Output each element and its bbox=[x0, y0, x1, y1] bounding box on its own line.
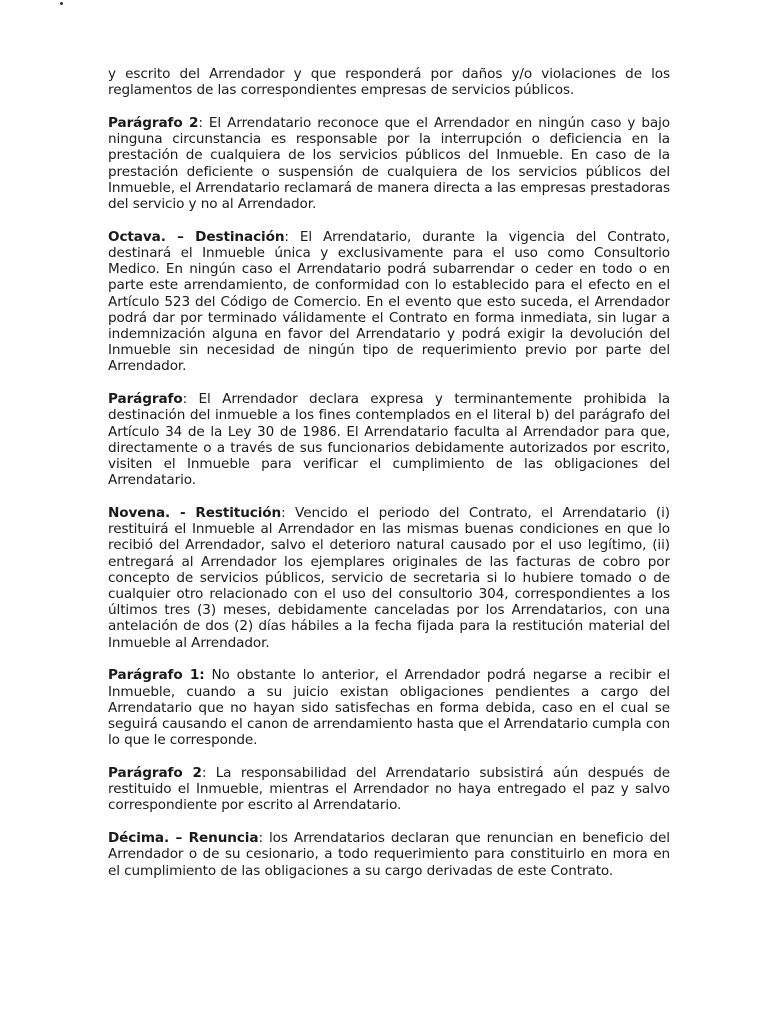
paragraph-paragrafo bbox=[108, 391, 670, 488]
paragraph-text: : El Arrendador declara expresa y terminantemente prohibida la destinación del inmueble a los fines contemplados en el literal b) del parágrafo del Artículo 34 de la Ley 30 de 1986. El Arrendatario faculta al Arrendador para que, directamente o a través de sus funcionarios debidamente autorizados por escrito, visiten el Inmueble para verificar el cumplimiento de las obligaciones del Arrendatario. bbox=[108, 391, 670, 489]
scan-speck bbox=[60, 2, 63, 5]
document-body bbox=[108, 66, 670, 895]
paragraph-text: : La responsabilidad del Arrendatario subsistirá aún después de restituido el Inmueble, mientras el Arrendador no haya entregado el paz y salvo correspondiente por escrito al Arrendatario. bbox=[108, 765, 671, 814]
clause-heading: Décima. – Renuncia bbox=[108, 830, 259, 847]
paragraph-paragrafo-2 bbox=[108, 115, 670, 212]
clause-octava-destinacion bbox=[108, 229, 670, 375]
paragraph-text: No obstante lo anterior, el Arrendador podrá negarse a recibir el Inmueble, cuando a su juicio existan obligaciones pendientes a cargo del Arrendatario que no hayan sido satisfechas en forma debida, caso en el cual se seguirá causando el canon de arrendamiento hasta que el Arrendatario cumpla con lo que le corresponde. bbox=[108, 667, 670, 749]
clause-text: : El Arrendatario, durante la vigencia del Contrato, destinará el Inmueble única y exclusivamente para el uso como Consultorio Medico. En ningún caso el Arrendatario podrá subarrendar o ceder en todo o en parte este arrendamiento, de conformidad con lo establecido para el efecto en el Artículo 523 del Código de Comercio. En el evento que esto suceda, el Arrendador podrá dar por terminado válidamente el Contrato en forma inmediata, sin lugar a indemnización alguna en favor del Arrendatario y podrá exigir la devolución del Inmueble sin necesidad de ningún tipo de requerimiento previo por parte del Arrendador. bbox=[108, 228, 670, 375]
paragraph-paragrafo-1 bbox=[108, 667, 670, 748]
paragraph-heading: Parágrafo bbox=[108, 391, 183, 408]
paragraph-heading: Parágrafo 1: bbox=[108, 667, 205, 684]
paragraph-continuation bbox=[108, 66, 670, 98]
paragraph-heading: Parágrafo 2 bbox=[108, 765, 202, 782]
paragraph-text: y escrito del Arrendador y que responderá por daños y/o violaciones de los reglamentos de las correspondientes empresas de servicios públicos. bbox=[108, 66, 670, 99]
clause-heading: Novena. - Restitución bbox=[108, 505, 282, 522]
clause-text: : los Arrendatarios declaran que renuncian en beneficio del Arrendador o de su cesionario, a todo requerimiento para constituirlo en mora en el cumplimiento de las obligaciones a su cargo derivadas de este Contrato. bbox=[108, 830, 670, 879]
clause-text: : Vencido el periodo del Contrato, el Arrendatario (i) restituirá el Inmueble al Arrendador en las mismas buenas condiciones en que lo recibió del Arrendador, salvo el deterioro natural causado por el uso legítimo, (ii) entregará al Arrendador los ejemplares originales de las facturas de cobro por concepto de servicios públicos, servicio de secretaria si lo hubiere tomado o de cualquier otro relacionado con el uso del consultorio 304, correspondientes a los últimos tres (3) meses, debidamente canceladas por los Arrendatarios, con una antelación de dos (2) días hábiles a la fecha fijada para la restitución material del Inmueble al Arrendador. bbox=[108, 505, 670, 651]
clause-novena-restitucion bbox=[108, 505, 670, 651]
paragraph-heading: Parágrafo 2 bbox=[108, 115, 199, 131]
paragraph-paragrafo-2b bbox=[108, 765, 670, 814]
paragraph-text: : El Arrendatario reconoce que el Arrendador en ningún caso y bajo ninguna circunstancia es responsable por la interrupción o deficiencia en la prestación de cualquiera de los servicios públicos del Inmueble. En caso de la prestación deficiente o suspensión de cualquiera de los servicios públicos del Inmueble, el Arrendatario reclamará de manera directa a las empresas prestadoras del servicio y no al Arrendador. bbox=[108, 115, 670, 213]
clause-heading: Octava. – Destinación bbox=[108, 228, 285, 245]
clause-decima-renuncia bbox=[108, 830, 670, 879]
